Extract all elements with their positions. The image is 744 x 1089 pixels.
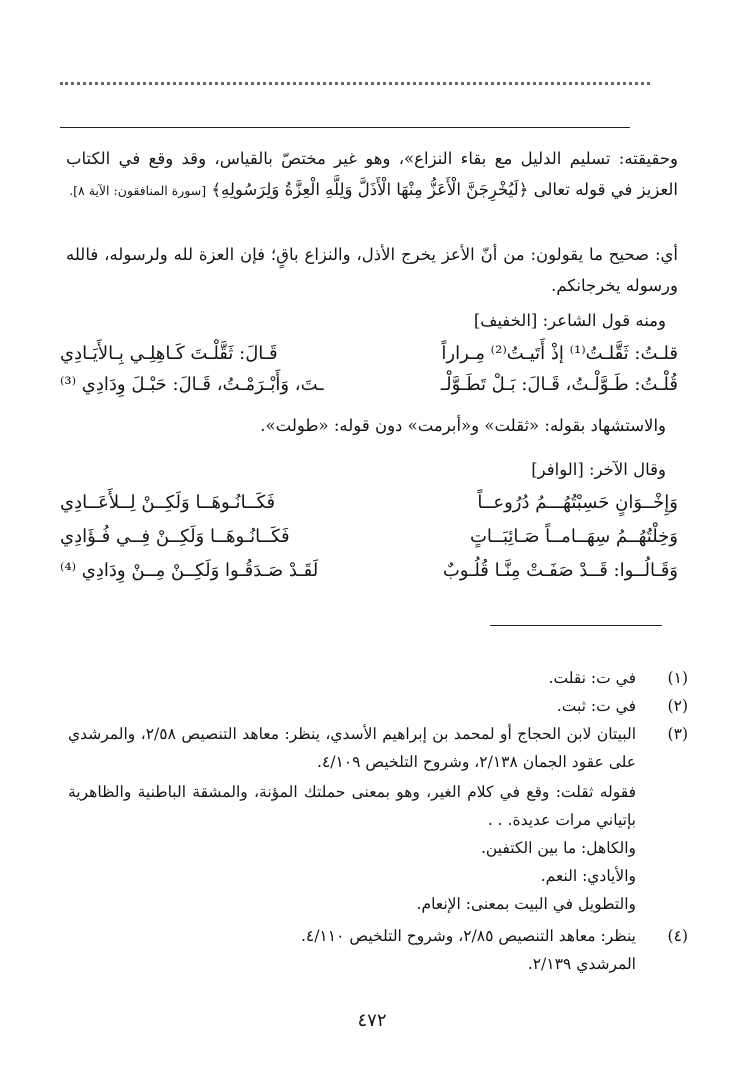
poet-intro-text: ومنه قول الشاعر: [الخفيف] <box>473 311 666 330</box>
page-number: ٤٧٢ <box>357 1010 387 1031</box>
verse-2-hemistich-2: ـتَ، وَأَبْـرَمْـتُ، قَـالَ: حَبْـلَ وِدَادِي ⁽³⁾ <box>60 374 324 395</box>
footnote-2-text: في ت: ثبت. <box>556 697 636 715</box>
footnote-3-note-c: والأيادي: النعم. <box>540 867 636 885</box>
paragraph-2-text: أي: صحيح ما يقولون: من أنّ الأعز يخرج الأذل، والنزاع باقٍ؛ فإن العزة لله ولرسوله، فالله ورسوله يخرجانكم. <box>66 245 678 295</box>
verse-1-hemistich-1: قلـتُ: ثَقَّلـتُ⁽¹⁾ إذْ أَتَيـتُ⁽²⁾ مِـراراً <box>441 343 678 364</box>
verse-3-hemistich-2: فَكَــانُـوهَــا وَلَكِــنْ لِــلأَعَــادِي <box>60 492 276 513</box>
footnote-4-note-a: المرشدي ٢/١٣٩. <box>527 955 636 973</box>
quran-reference: [سورة المنافقون: الآية ٨]. <box>69 183 207 198</box>
istishhad-text: والاستشهاد بقوله: «ثقلت» و«أبرمت» دون قوله: «طولت». <box>260 416 666 435</box>
footnote-rule <box>490 625 662 626</box>
footnote-3-note-b: والكاهل: ما بين الكتفين. <box>480 839 636 857</box>
footnote-1 <box>68 664 688 692</box>
footnote-1-number: (١) <box>667 669 688 687</box>
footnote-3-explanation <box>68 778 688 918</box>
footnote-3 <box>68 720 688 776</box>
paragraph-1-text: وحقيقته: تسليم الدليل مع بقاء النزاع»، وهو غير مختصّ بالقياس، وقد وقع في الكتاب العزيز في قوله تعالى ﴿لَيُخْرِجَنَّ الْأَعَزُّ مِنْهَا الْأَذَلَّ وَلِلَّهِ الْعِزَّةُ وَلِرَسُولِهِ﴾ <box>66 149 678 199</box>
top-rule <box>60 127 630 128</box>
verse-5-hemistich-1: وَقَـالُــوا: قَــدْ صَفَـتْ مِنَّـا قُلُـوبٌ <box>442 560 678 581</box>
verse-1-hemistich-2: قَـالَ: ثَقَّلْـتَ كَـاهِلِـي بِـالأَيَـادِي <box>60 343 278 364</box>
footnote-4-number: (٤) <box>667 927 688 945</box>
verse-3-hemistich-1: وَإِخْــوَانٍ حَسِبْتُهُـــمُ دُرُوعــاً <box>477 492 678 513</box>
verse-4-hemistich-2: فَكَــانُـوهَــا وَلَكِــنْ فِــي فُـؤَادِي <box>60 526 290 547</box>
paragraph-2 <box>66 239 678 301</box>
other-intro <box>66 454 678 485</box>
footnote-4 <box>68 922 688 978</box>
verse-2-hemistich-1: قُلْـتُ: طَـوَّلْـتُ، قَـالَ: بَـلْ تَطَـوَّلْـ <box>440 374 678 395</box>
verse-5-hemistich-2: لَقَـدْ صَـدَقُـوا وَلَكِــنْ مِــنْ وِدَادِي ⁽⁴⁾ <box>60 560 319 581</box>
dotted-rule <box>60 82 650 89</box>
paragraph-1 <box>66 143 678 206</box>
footnote-1-text: في ت: نقلت. <box>548 669 636 687</box>
poet-intro <box>66 305 678 336</box>
footnote-3-note-a: فقوله ثقلت: وقع في كلام الغير، وهو بمعنى حملتك المؤنة، والمشقة الباطنية والظاهرية بإتياني مرات عديدة. . . <box>68 783 636 829</box>
footnote-4-text: ينظر: معاهد التنصيص ٢/٨٥، وشروح التلخيص ٤/١١٠. <box>300 927 636 945</box>
footnote-2-number: (٢) <box>667 697 688 715</box>
footnote-3-note-d: والتطويل في البيت بمعنى: الإنعام. <box>416 895 636 913</box>
footnote-3-number: (٣) <box>667 725 688 743</box>
other-intro-text: وقال الآخر: [الوافر] <box>531 460 666 479</box>
footnote-3-text: البيتان لابن الحجاج أو لمحمد بن إبراهيم الأسدي، ينظر: معاهد التنصيص ٢/٥٨، والمرشدي على عقود الجمان ٢/١٣٨، وشروح التلخيص ٤/١٠٩. <box>68 725 637 771</box>
istishhad <box>66 410 678 441</box>
footnote-2 <box>68 692 688 720</box>
verse-4-hemistich-1: وَخِلْتُهُــمُ سِهَــامــاً صَـائِبَــاتٍ <box>469 526 678 547</box>
